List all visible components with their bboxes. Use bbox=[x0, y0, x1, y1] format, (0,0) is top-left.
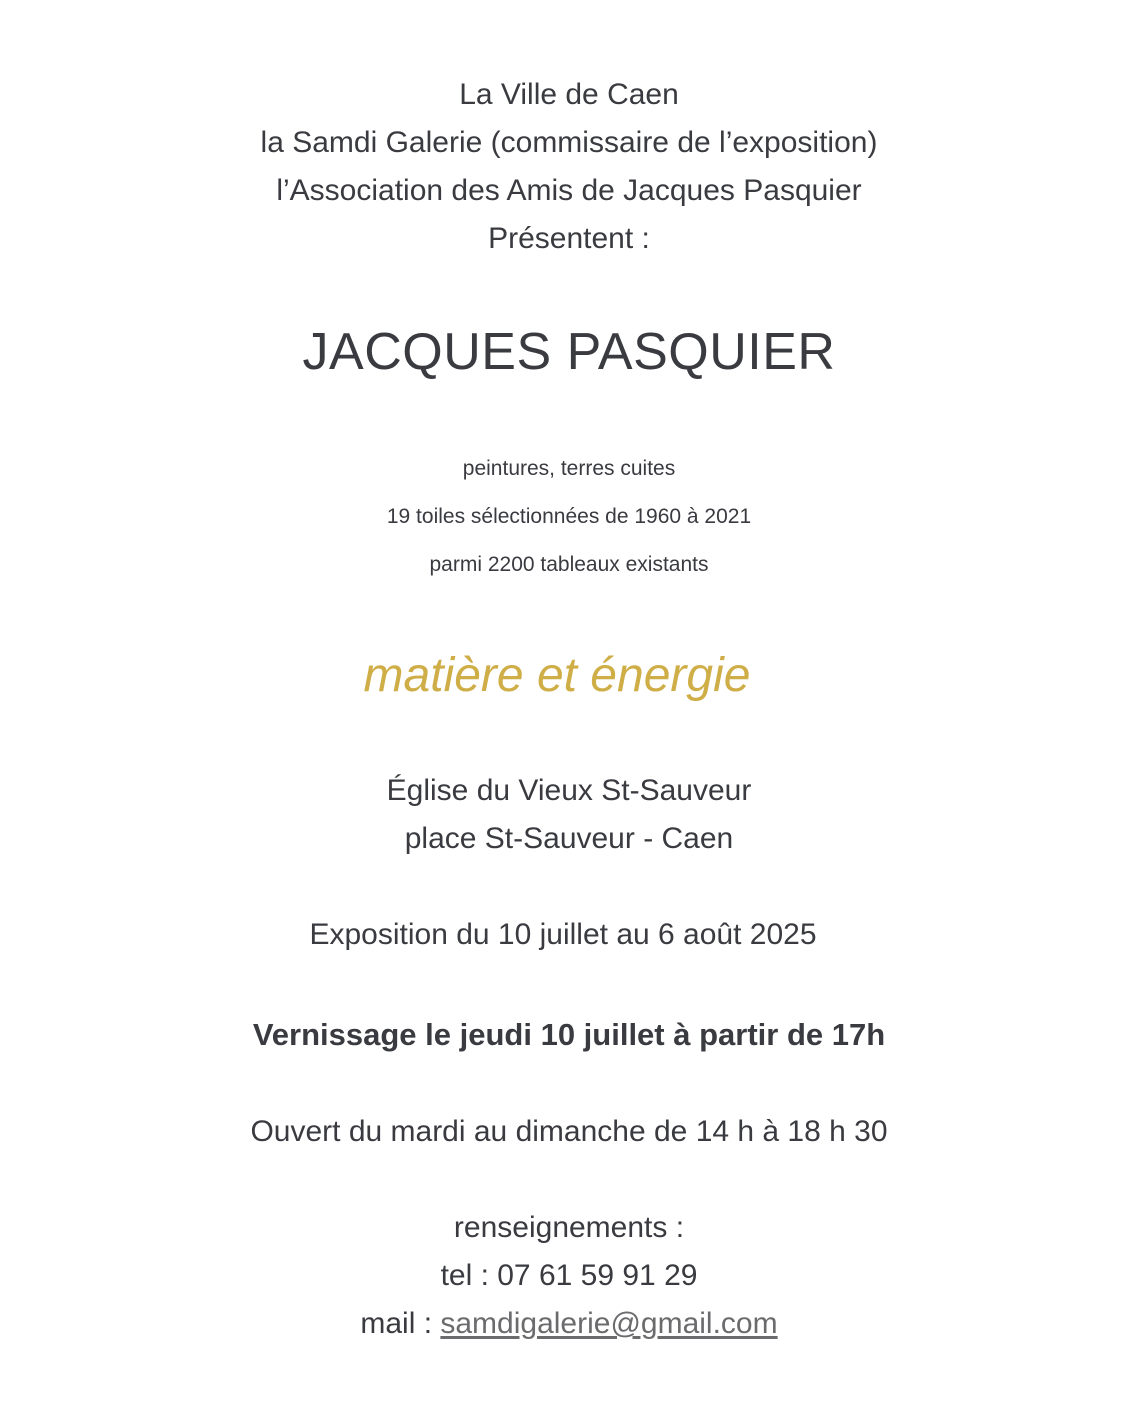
subtitle-line-total: parmi 2200 tableaux existants bbox=[429, 553, 709, 576]
presenter-line-association: l’Association des Amis de Jacques Pasquier bbox=[276, 174, 862, 207]
subtitle-line-media: peintures, terres cuites bbox=[462, 457, 676, 480]
contact-mail-label: mail : bbox=[360, 1307, 441, 1340]
presenter-line-city: La Ville de Caen bbox=[459, 78, 679, 111]
exhibition-dates: Exposition du 10 juillet au 6 août 2025 bbox=[309, 918, 817, 951]
contact-phone: tel : 07 61 59 91 29 bbox=[440, 1259, 698, 1292]
contact-mail-line bbox=[0, 1309, 1138, 1339]
artist-name-heading: JACQUES PASQUIER bbox=[302, 323, 836, 381]
venue-name: Église du Vieux St-Sauveur bbox=[386, 774, 752, 807]
email-link[interactable]: samdigalerie@gmail.com bbox=[440, 1307, 778, 1340]
contact-heading: renseignements : bbox=[453, 1211, 685, 1244]
subtitle-line-selection: 19 toiles sélectionnées de 1960 à 2021 bbox=[386, 505, 752, 528]
presenter-line-presentent: Présentent : bbox=[488, 222, 650, 255]
opening-reception: Vernissage le jeudi 10 juillet à partir de 17h bbox=[252, 1017, 886, 1052]
venue-address: place St-Sauveur - Caen bbox=[404, 822, 734, 855]
opening-hours: Ouvert du mardi au dimanche de 14 h à 18 h 30 bbox=[250, 1115, 888, 1148]
presenter-line-gallery: la Samdi Galerie (commissaire de l’exposition) bbox=[260, 126, 878, 159]
exhibition-title: matière et énergie bbox=[363, 649, 751, 702]
